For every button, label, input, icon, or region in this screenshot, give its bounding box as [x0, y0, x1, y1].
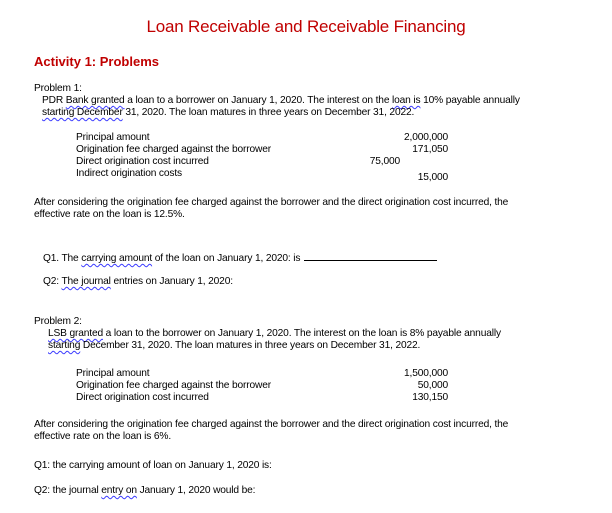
problem1-line1: PDR Bank granted a loan to a borrower on January 1, 2020. The interest on the loan is 10% payable annually	[42, 95, 520, 106]
problem1-item-label: Indirect origination costs	[76, 168, 182, 179]
problem1-heading: Problem 1:	[34, 83, 82, 94]
problem1-line2: starting December 31, 2020. The loan matures in three years on December 31, 2022.	[42, 107, 415, 118]
problem2-q2: Q2: the journal entry on January 1, 2020 would be:	[34, 485, 256, 496]
problem2-after-line2: effective rate on the loan is 6%.	[34, 431, 172, 442]
problem2-item-label: Principal amount	[76, 368, 150, 379]
problem2-item-value: 1,500,000	[404, 368, 448, 379]
problem1-item-label: Origination fee charged against the borrower	[76, 144, 272, 155]
problem1-item-label: Direct origination cost incurred	[76, 156, 209, 167]
problem2-item-value: 50,000	[417, 380, 448, 391]
problem2-line1: LSB granted a loan to the borrower on January 1, 2020. The interest on the loan is 8% payable annually	[48, 328, 501, 339]
problem1-item-label: Principal amount	[76, 132, 150, 143]
problem2-line2: starting December 31, 2020. The loan matures in three years on December 31, 2022.	[48, 340, 421, 351]
problem1-item-value: 171,050	[412, 144, 448, 155]
problem1-after-line2: effective rate on the loan is 12.5%.	[34, 209, 185, 220]
problem2-heading: Problem 2:	[34, 316, 82, 327]
problem2-item-label: Direct origination cost incurred	[76, 392, 209, 403]
problem2-after-line1: After considering the origination fee charged against the borrower and the direct origination cost incurred, the	[34, 419, 509, 430]
problem2-item-label: Origination fee charged against the borrower	[76, 380, 272, 391]
problem1-after-line1: After considering the origination fee charged against the borrower and the direct origination cost incurred, the	[34, 197, 509, 208]
answer-blank[interactable]	[304, 251, 437, 261]
problem2-item-value: 130,150	[412, 392, 448, 403]
page-title: Loan Receivable and Receivable Financing	[146, 17, 466, 36]
problem2-q1: Q1: the carrying amount of loan on January 1, 2020 is:	[34, 460, 272, 471]
problem1-q2: Q2: The journal entries on January 1, 2020:	[43, 276, 233, 287]
problem1-item-value: 15,000	[417, 172, 448, 183]
activity-heading: Activity 1: Problems	[34, 54, 159, 69]
problem1-item-value: 75,000	[369, 156, 400, 167]
problem1-item-value: 2,000,000	[404, 132, 448, 143]
problem1-q1: Q1. The carrying amount of the loan on January 1, 2020: is	[43, 251, 437, 265]
